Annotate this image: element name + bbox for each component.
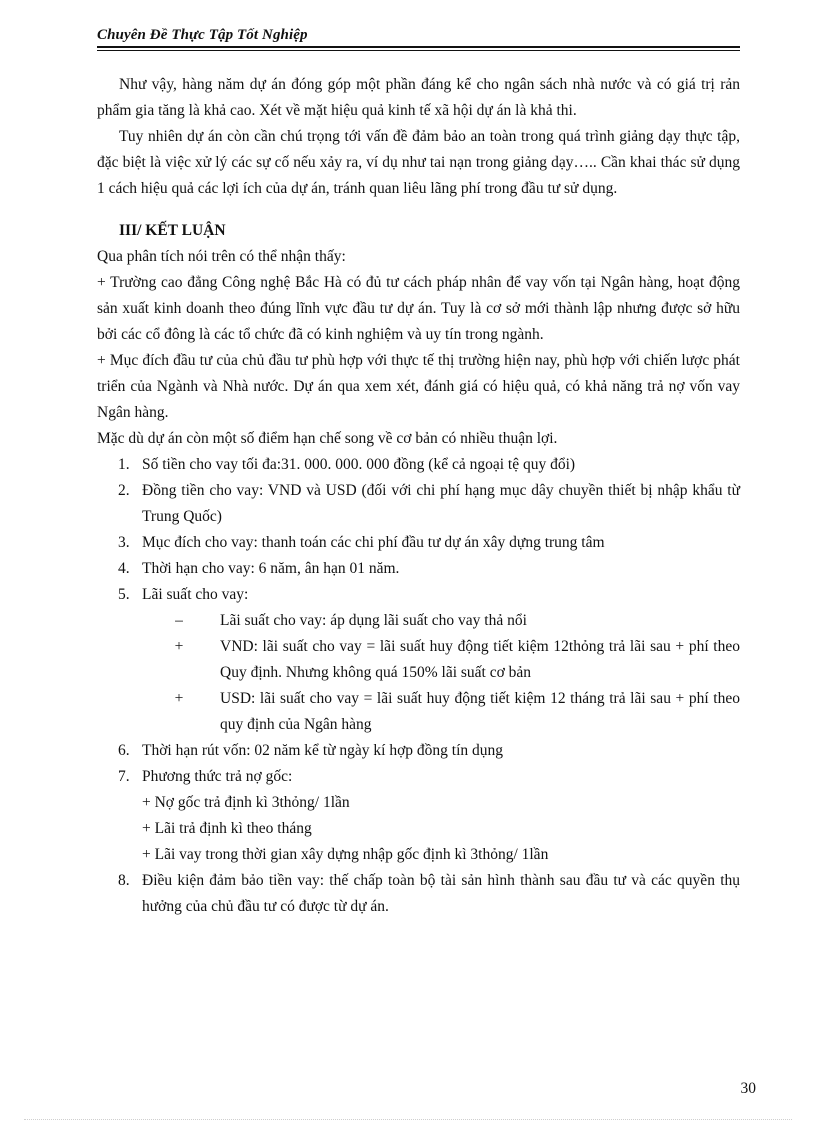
list-item-text: Số tiền cho vay tối đa:31. 000. 000. 000 đồng (kể cả ngoại tệ quy đổi) xyxy=(142,456,576,473)
list-item-text: Mục đích cho vay: thanh toán các chi phí đầu tư dự án xây dựng trung tâm xyxy=(142,534,605,551)
bullet-dash: – xyxy=(175,612,183,629)
list-number: 3. xyxy=(118,534,130,551)
list-item xyxy=(97,530,740,556)
paragraph-intro-2: Tuy nhiên dự án còn cần chú trọng tới vấn đề đảm bảo an toàn trong quá trình giảng dạy thực tập, đặc biệt là việc xử lý các sự cố nếu xảy ra, ví dụ như tai nạn trong giảng dạy….. Cần khai thác sử dụng 1 cách hiệu quả các lợi ích của dự án, tránh quan liêu lãng phí trong đầu tư sử dụng. xyxy=(97,128,740,197)
sub-list-text: VND: lãi suất cho vay = lãi suất huy động tiết kiệm 12thỏng trả lãi sau + phí theo Quy định. Nhưng không quá 150% lãi suất cơ bản xyxy=(220,638,740,681)
conclusion-point-2: + Mục đích đầu tư của chủ đầu tư phù hợp với thực tế thị trường hiện nay, phù hợp với chiến lược phát triển của Ngành và Nhà nước. Dự án qua xem xét, đánh giá có hiệu quả, có khả năng trả nợ vốn vay Ngân hàng. xyxy=(97,352,740,421)
repayment-details-list xyxy=(142,790,740,868)
summary-line: Mặc dù dự án còn một số điểm hạn chế song về cơ bản có nhiều thuận lợi. xyxy=(97,430,558,447)
list-item xyxy=(97,478,740,530)
list-number: 8. xyxy=(118,872,130,889)
sub-list-text: USD: lãi suất cho vay = lãi suất huy động tiết kiệm 12 tháng trả lãi sau + phí theo quy định của Ngân hàng xyxy=(220,690,740,733)
list-item xyxy=(97,868,740,920)
bullet-plus: + xyxy=(174,638,184,655)
section-heading: III/ KẾT LUẬN xyxy=(119,222,226,239)
list-item-text: Thời hạn cho vay: 6 năm, ân hạn 01 năm. xyxy=(142,560,400,577)
header-rule-thick xyxy=(97,46,740,48)
list-item xyxy=(97,582,740,738)
list-item xyxy=(97,738,740,764)
list-number: 2. xyxy=(118,482,130,499)
list-item xyxy=(97,764,740,868)
page-bottom-border xyxy=(24,1119,792,1120)
list-item xyxy=(97,452,740,478)
header-title: Chuyên Đề Thực Tập Tốt Nghiệp xyxy=(97,27,308,43)
list-number: 6. xyxy=(118,742,130,759)
list-item-text: Thời hạn rút vốn: 02 năm kể từ ngày kí hợp đồng tín dụng xyxy=(142,742,504,759)
interest-details-list xyxy=(142,608,740,738)
list-item-text: Lãi suất cho vay: xyxy=(142,586,249,603)
loan-terms-list xyxy=(97,452,740,920)
list-number: 5. xyxy=(118,586,130,603)
paragraph-intro-1: Như vậy, hàng năm dự án đóng góp một phần đáng kể cho ngân sách nhà nước và có giá trị rản phẩm gia tăng là khả cao. Xét về mặt hiệu quả kinh tế xã hội dự án là khả thi. xyxy=(97,76,740,119)
repayment-item: + Nợ gốc trả định kì 3thỏng/ 1lần xyxy=(142,794,350,811)
sub-list-item xyxy=(169,608,740,634)
sub-list-text: Lãi suất cho vay: áp dụng lãi suất cho vay thả nổi xyxy=(220,612,527,629)
list-item xyxy=(97,556,740,582)
list-item-text: Phương thức trả nợ gốc: xyxy=(142,768,293,785)
list-number: 4. xyxy=(118,560,130,577)
repayment-item: + Lãi vay trong thời gian xây dựng nhập gốc định kì 3thỏng/ 1lần xyxy=(142,846,549,863)
sub-list-item xyxy=(169,686,740,738)
repayment-item: + Lãi trả định kì theo tháng xyxy=(142,820,312,837)
body-text xyxy=(97,72,740,920)
bullet-plus: + xyxy=(174,690,184,707)
list-item-text: Đồng tiền cho vay: VND và USD (đối với chi phí hạng mục dây chuyền thiết bị nhập khẩu từ Trung Quốc) xyxy=(142,482,740,525)
header-rule-thin xyxy=(97,50,740,51)
conclusion-point-1: + Trường cao đẳng Công nghệ Bắc Hà có đủ tư cách pháp nhân để vay vốn tại Ngân hàng, hoạt động sản xuất kinh doanh theo đúng lĩnh vực đầu tư dự án. Tuy là cơ sở mới thành lập nhưng được sở hữu bởi các cổ đông là các tổ chức đã có kinh nghiệm và uy tín trong ngành. xyxy=(97,274,740,343)
list-number: 1. xyxy=(118,456,130,473)
running-header xyxy=(97,26,740,44)
list-number: 7. xyxy=(118,768,130,785)
list-item-text: Điều kiện đảm bảo tiền vay: thế chấp toàn bộ tài sản hình thành sau đầu tư và các quyền thụ hưởng của chủ đầu tư có được từ dự án. xyxy=(142,872,740,915)
page-number: 30 xyxy=(740,1080,756,1097)
conclusion-lead: Qua phân tích nói trên có thể nhận thấy: xyxy=(97,248,346,265)
sub-list-item xyxy=(169,634,740,686)
